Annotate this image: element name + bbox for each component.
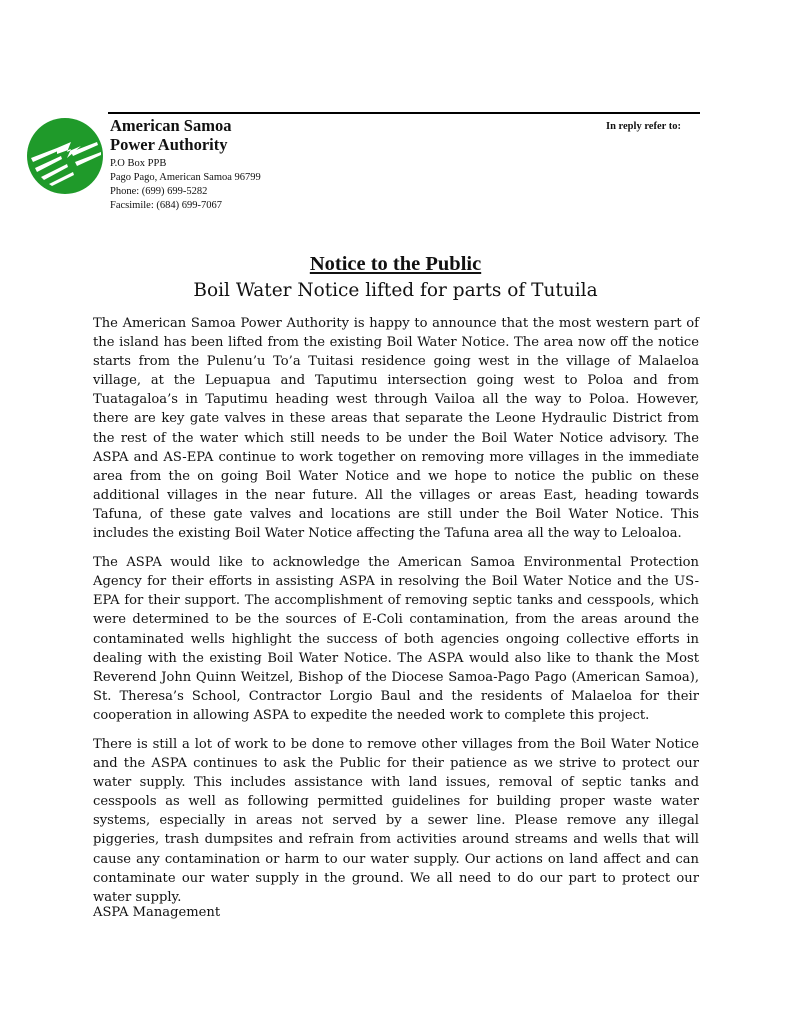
address-block <box>110 157 261 213</box>
body-paragraph-2: The ASPA would like to acknowledge the American Samoa Environmental Protection Agency for their efforts in assisting ASPA in resolving the Boil Water Notice and the US-EPA for their support. The accomplishment of removing septic tanks and cesspools, which were determined to be the sources of E-Coli contamination, from the areas around the contaminated wells highlight the success of both agencies ongoing collective efforts in dealing with the existing Boil Water Notice. The ASPA would also like to thank the Most Reverend John Quinn Weitzel, Bishop of the Diocese Samoa-Pago Pago (American Samoa), St. Theresa’s School, Contractor Lorgio Baul and the residents of Malaeloa for their cooperation in allowing ASPA to expedite the needed work to complete this project. <box>93 555 699 723</box>
aspa-logo <box>27 118 103 194</box>
signature: ASPA Management <box>93 905 221 920</box>
org-name-line-1: American Samoa <box>110 116 232 135</box>
letterhead-rule <box>108 112 700 114</box>
address-line-city: Pago Pago, American Samoa 96799 <box>110 172 261 183</box>
address-line-fax: Facsimile: (684) 699-7067 <box>110 200 222 211</box>
notice-subtitle: Boil Water Notice lifted for parts of Tutuila <box>193 280 598 301</box>
body-paragraph-1: The American Samoa Power Authority is happy to announce that the most western part of the island has been lifted from the existing Boil Water Notice. The area now off the notice starts from the Pulenu’u To’a Tuitasi residence going west in the village of Malaeloa village, at the Lepuapua and Taputimu intersection going west to Poloa and from Tuatagaloa’s in Taputimu heading west through Vailoa all the way to Poloa. However, there are key gate valves in these areas that separate the Leone Hydraulic District from the rest of the water which still needs to be under the Boil Water Notice advisory. The ASPA and AS-EPA continue to work together on removing more villages in the immediate area from the on going Boil Water Notice and we hope to notice the public on these additional villages in the near future. All the villages or areas East, heading towards Tafuna, of these gate valves and locations are still under the Boil Water Notice. This includes the existing Boil Water Notice affecting the Tafuna area all the way to Leloaloa. <box>93 316 699 542</box>
organization-name <box>110 116 231 154</box>
org-name-line-2: Power Authority <box>110 135 228 154</box>
body-paragraph-3: There is still a lot of work to be done to remove other villages from the Boil Water Notice and the ASPA continues to ask the Public for their patience as we strive to protect our water supply. This includes assistance with land issues, removal of septic tanks and cesspools as well as following permitted guidelines for building proper waste water systems, especially in areas not served by a sewer line. Please remove any illegal piggeries, trash dumpsites and refrain from activities around streams and wells that will cause any contamination or harm to our water supply. Our actions on land affect and can contaminate our water supply in the ground. We all need to do our part to protect our water supply. <box>93 736 699 905</box>
notice-body <box>93 314 699 917</box>
reply-reference-label: In reply refer to: <box>606 121 681 132</box>
address-line-phone: Phone: (699) 699-5282 <box>110 186 208 197</box>
address-line-po-box: P.O Box PPB <box>110 158 167 169</box>
notice-title: Notice to the Public <box>309 253 482 275</box>
